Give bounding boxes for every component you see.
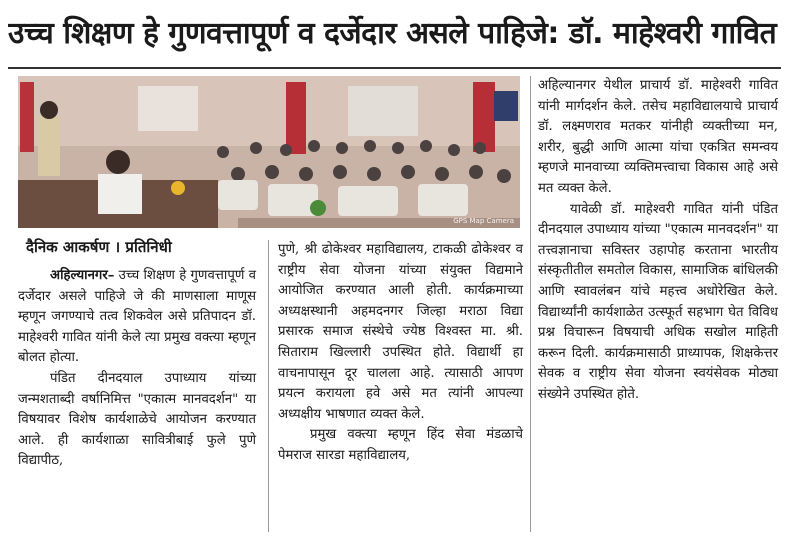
column-2 [278,240,523,467]
col3-paragraph-1: अहिल्यानगर येथील प्राचार्य डॉ. माहेश्वरी गावित यांनी मार्गदर्शन केले. तसेच महाविद्यालयाचे प्राचार्य डॉ. लक्ष्मणराव मतकर यांनीही व्यक्तीच्या मन, शरीर, बुद्धी आणि आत्मा यांचा एकत्रित समन्वय म्हणजे मानवाच्या व्यक्तिमत्त्वाचा विकास आहे असे मत व्यक्त केले. [538,78,778,196]
photo-watermark: GPS Map Camera [453,217,514,225]
headline: उच्च शिक्षण हे गुणवत्तापूर्ण व दर्जेदार असले पाहिजे: डॉ. माहेश्वरी गावित [8,16,777,51]
col3-paragraph-2: यावेळी डॉ. माहेश्वरी गावित यांनी पंडित दीनदयाल उपाध्याय यांच्या "एकात्म मानवदर्शन" या तत्त्वज्ञानाचा सविस्तर उहापोह करताना भारतीय संस्कृतीतील समतोल विकास, सामाजिक बांधिलकी आणि स्वावलंबन यांचे महत्त्व अधोरेखित केले. विद्यार्थ्यांनी कार्यशाळेत उत्स्फूर्त सहभाग घेत विविध प्रश्न विचारून विषयाची अधिक सखोल माहिती करून दिली. कार्यक्रमासाठी प्राध्यापक, शिक्षकेत्तर सेवक व राष्ट्रीय सेवा योजना स्वयंसेवक मोठ्या संख्येने उपस्थित होते. [538,201,778,402]
col1-p1-text: उच्च शिक्षण हे गुणवत्तापूर्ण व दर्जेदार असले पाहिजे जे की माणसाला माणूस म्हणून जगण्याचे तत्व शिकवेल असे प्रतिपादन डॉ. माहेश्वरी गावित यांनी केले त्या प्रमुख वक्त्या म्हणून बोलत होत्या. [18,268,256,366]
column-divider-1 [268,240,269,532]
col2-paragraph-2: प्रमुख वक्त्या म्हणून हिंद सेवा मंडळाचे पेमराज सारडा महाविद्यालय, [278,427,523,463]
column-divider-2 [530,76,531,532]
dateline: अहिल्यानगर– [50,268,115,283]
column-3 [538,76,778,406]
col1-paragraph-2: पंडित दीनदयाल उपाध्याय यांच्या जन्मशताब्दी वर्षानिमित्त "एकात्म मानवदर्शन" या विषयावर विशेष कार्यशाळेचे आयोजन करण्यात आले. ही कार्यशाळा सावित्रीबाई फुले पुणे विद्यापीठ, [18,370,256,469]
col2-paragraph-1: पुणे, श्री ढोकेश्वर महाविद्यालय, टाकळी ढोकेश्वर व राष्ट्रीय सेवा योजना यांच्या संयुक्त विद्यमाने आयोजित करण्यात आली होती. कार्यक्रमाच्या अध्यक्षस्थानी अहमदनगर जिल्हा मराठा विद्या प्रसारक समाज संस्थेचे ज्येष्ठ विश्वस्त मा. श्री. सिताराम खिल्लारी उपस्थित होते. विद्यार्थी हा वाचनापासून दूर चालला आहे. त्यासाठी आपण प्रयत्न करायला हवे असे मत त्यांनी आपल्या अध्यक्षीय भाषणात व्यक्त केले. [278,242,523,422]
event-photo [18,76,520,228]
column-1 [18,266,256,472]
col1-paragraph-1 [18,266,256,369]
headline-rule [8,67,781,69]
byline: दैनिक आकर्षण । प्रतिनिधी [26,238,172,256]
